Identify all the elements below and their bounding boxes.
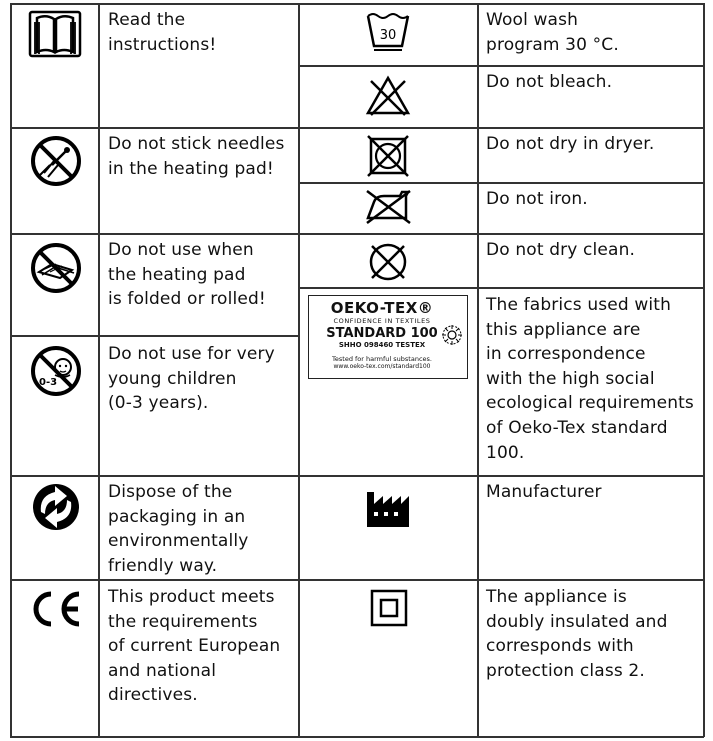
oeko-code: SHHO 098460 TESTEX [338, 341, 426, 349]
oeko-badge-icon [441, 324, 463, 346]
instruction-text: Do not use when the heating pad is folded or rolled! [108, 240, 266, 310]
instruction-text: Dispose of the packaging in an environmentally friendly way. [108, 482, 249, 576]
instruction-text: Do not use for very young children (0-3 years). [108, 344, 275, 414]
wash-temperature-label: 30 [379, 28, 397, 43]
book-icon [27, 10, 83, 58]
table-border-bottom [10, 736, 704, 738]
row-divider [10, 335, 298, 337]
no-tumble-dry-icon [367, 135, 409, 177]
no-dry-clean-icon [367, 241, 409, 283]
instruction-text: The fabrics used with this appliance are in correspondence with the high social ecological requirements of Oeko-Tex standard 100. [486, 295, 694, 463]
oeko-tagline: CONFIDENCE IN TEXTILES [333, 317, 431, 325]
ce-mark-icon [27, 590, 85, 628]
row-divider [10, 127, 704, 129]
age-range-label: 0-3 [39, 377, 58, 388]
table-border-left [10, 3, 12, 737]
row-divider [10, 579, 704, 581]
row-divider [10, 475, 704, 477]
no-needles-icon [30, 135, 82, 187]
no-iron-icon [364, 188, 412, 226]
instruction-text: Do not bleach. [486, 72, 613, 92]
table-border-right [703, 3, 705, 737]
oeko-standard: STANDARD 100 [326, 326, 438, 341]
instruction-text: Manufacturer [486, 482, 602, 502]
wool-wash-icon [365, 10, 411, 50]
oeko-tested: Tested for harmful substances. [332, 355, 432, 363]
row-divider [10, 233, 704, 235]
instruction-text: Read the instructions! [108, 10, 217, 55]
oeko-brand: OEKO-TEX® [330, 299, 434, 317]
row-divider [298, 65, 704, 67]
column-divider [298, 3, 300, 737]
instruction-text: Do not dry in dryer. [486, 134, 655, 154]
oeko-tex-label [308, 295, 468, 379]
instruction-text: Do not dry clean. [486, 240, 636, 260]
instruction-text: Do not stick needles in the heating pad! [108, 134, 285, 179]
no-bleach-icon [365, 75, 411, 117]
table-border-top [10, 3, 704, 5]
instruction-text: Wool wash program 30 °C. [486, 10, 619, 55]
factory-icon [366, 486, 410, 528]
column-divider [477, 3, 479, 737]
row-divider [298, 287, 704, 289]
green-dot-icon [31, 482, 81, 532]
row-divider [298, 182, 704, 184]
instruction-text: The appliance is doubly insulated and corresponds with protection class 2. [486, 587, 668, 681]
no-children-icon [30, 345, 82, 397]
double-insulation-icon [370, 589, 408, 627]
instruction-text: This product meets the requirements of current European and national directives. [108, 587, 281, 706]
oeko-url: www.oeko-tex.com/standard100 [333, 363, 431, 370]
no-folded-icon [30, 242, 82, 294]
column-divider [98, 3, 100, 737]
instruction-text: Do not iron. [486, 189, 588, 209]
